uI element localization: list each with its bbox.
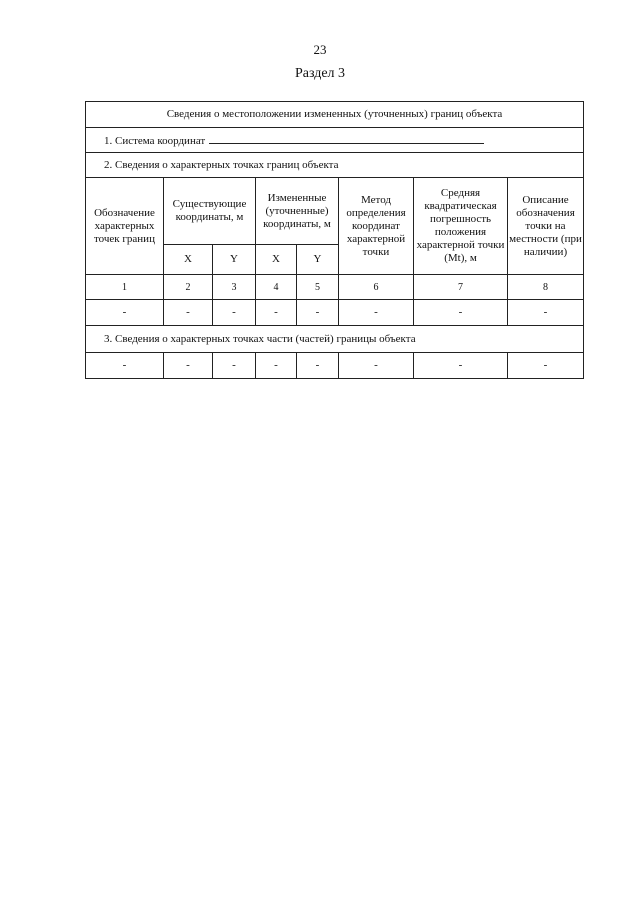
- column-number: 5: [297, 275, 339, 300]
- table-cell: -: [414, 300, 508, 326]
- header-existing-coords: Существующие координаты, м: [164, 178, 256, 245]
- coord-system-blank-line: [209, 132, 484, 144]
- column-number: 7: [414, 275, 508, 300]
- coord-system-row: [86, 128, 584, 153]
- points-section-row: [86, 153, 584, 178]
- table-cell: -: [297, 300, 339, 326]
- table-cell: -: [297, 353, 339, 379]
- column-numbers-row: [86, 275, 584, 300]
- table-cell: -: [414, 353, 508, 379]
- table-title-row: [86, 102, 584, 128]
- header-existing-y: Y: [213, 245, 256, 275]
- header-existing-x: X: [164, 245, 213, 275]
- table-cell: -: [164, 353, 213, 379]
- column-number: 3: [213, 275, 256, 300]
- table-row: [86, 353, 584, 379]
- table-cell: -: [213, 300, 256, 326]
- table-cell: -: [339, 300, 414, 326]
- header-error: Средняя квадратическая погрешность положения характерной точки (Mt), м: [414, 178, 508, 275]
- table-cell: -: [164, 300, 213, 326]
- page-number: 23: [313, 42, 327, 57]
- coord-system-cell: [86, 128, 584, 153]
- table-cell: -: [213, 353, 256, 379]
- section-title: Раздел 3: [294, 66, 346, 81]
- parts-section-row: [86, 326, 584, 353]
- header-row-1: [86, 178, 584, 245]
- column-number: 6: [339, 275, 414, 300]
- column-number: 4: [256, 275, 297, 300]
- table-cell: -: [86, 300, 164, 326]
- header-changed-y: Y: [297, 245, 339, 275]
- boundary-table: [85, 101, 584, 379]
- points-section-label: 2. Сведения о характерных точках границ объекта: [86, 153, 584, 178]
- column-number: 2: [164, 275, 213, 300]
- table-cell: -: [86, 353, 164, 379]
- coord-system-label: 1. Система координат: [104, 135, 206, 147]
- column-number: 8: [508, 275, 584, 300]
- header-changed-x: X: [256, 245, 297, 275]
- table-cell: -: [508, 353, 584, 379]
- table-cell: -: [256, 353, 297, 379]
- table-cell: -: [508, 300, 584, 326]
- table-row: [86, 300, 584, 326]
- parts-section-label: 3. Сведения о характерных точках части (частей) границы объекта: [86, 326, 584, 353]
- header-designation: Обозначение характерных точек границ: [86, 178, 164, 275]
- header-method: Метод определения координат характерной точки: [339, 178, 414, 275]
- table-cell: -: [339, 353, 414, 379]
- header-changed-coords: Измененные (уточненные) координаты, м: [256, 178, 339, 245]
- table-title: Сведения о местоположении измененных (уточненных) границ объекта: [86, 102, 584, 128]
- table-cell: -: [256, 300, 297, 326]
- header-description: Описание обозначения точки на местности (при наличии): [508, 178, 584, 275]
- column-number: 1: [86, 275, 164, 300]
